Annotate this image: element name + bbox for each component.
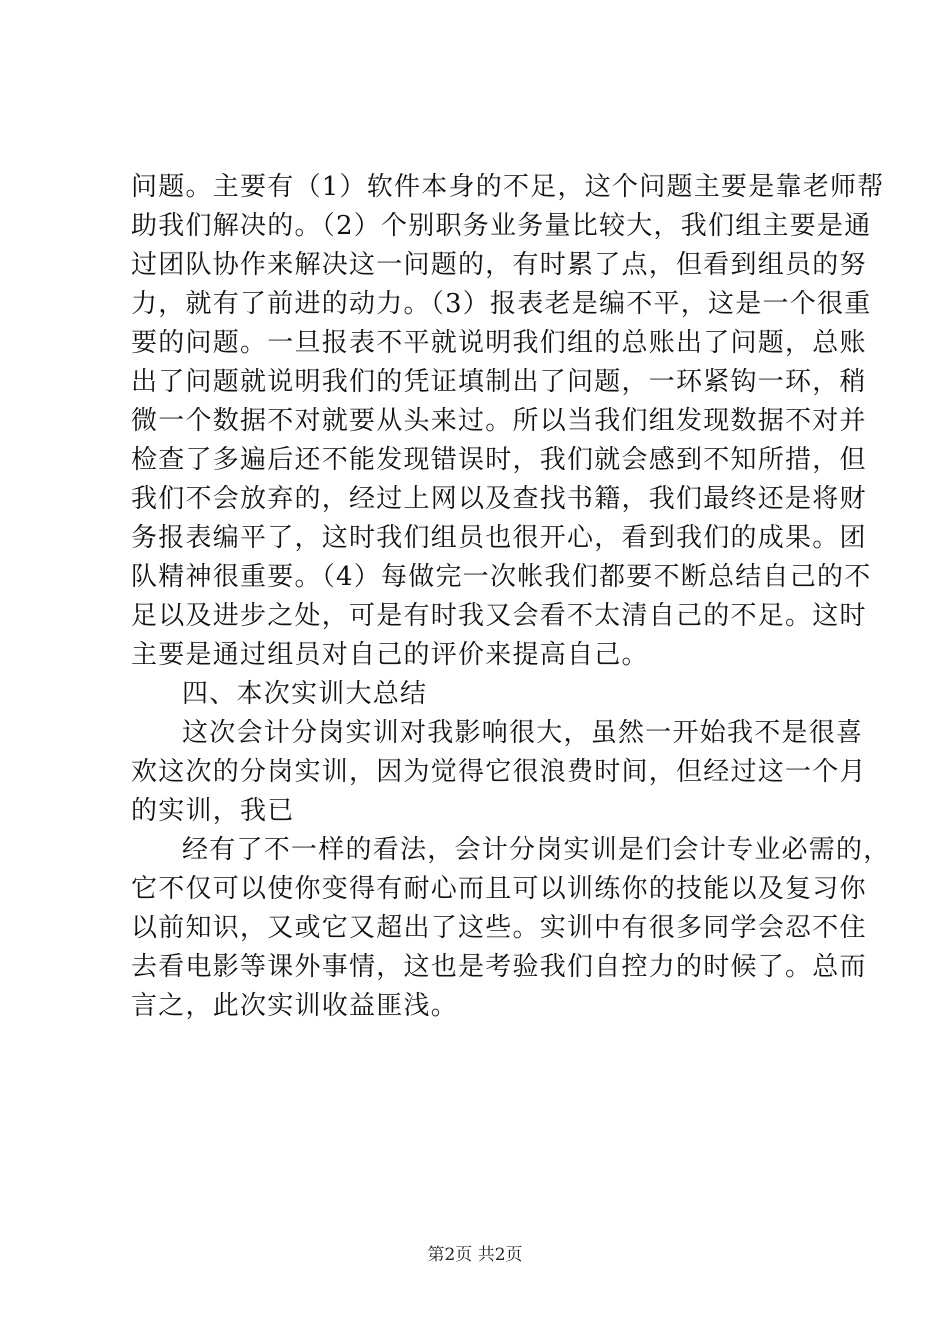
text-line: 欢这次的分岗实训，因为觉得它很浪费时间，但经过这一个月 [131, 757, 867, 787]
text-line: 以前知识，又或它又超出了这些。实训中有很多同学会忍不住 [131, 913, 867, 943]
text-line: 出了问题就说明我们的凭证填制出了问题，一环紧钩一环，稍 [131, 367, 867, 397]
text-line: 去看电影等课外事情，这也是考验我们自控力的时候了。总而 [131, 952, 867, 982]
text-line: 力，就有了前进的动力。（3）报表老是编不平，这是一个很重 [131, 289, 872, 319]
section-heading: 四、本次实训大总结 [182, 679, 428, 709]
text-line: 过团队协作来解决这一问题的，有时累了点，但看到组员的努 [131, 250, 867, 280]
text-line: 要的问题。一旦报表不平就说明我们组的总账出了问题，总账 [131, 328, 867, 358]
text-line: 主要是通过组员对自己的评价来提高自己。 [131, 640, 649, 670]
text-line: 队精神很重要。（4）每做完一次帐我们都要不断总结自己的不 [131, 562, 872, 592]
text-line: 我们不会放弃的，经过上网以及查找书籍，我们最终还是将财 [131, 484, 867, 514]
page-footer: 第2页 共2页 [427, 1245, 523, 1265]
text-line: 微一个数据不对就要从头来过。所以当我们组发现数据不对并 [131, 406, 867, 436]
text-line: 的实训，我已 [131, 796, 295, 826]
text-line: 这次会计分岗实训对我影响很大，虽然一开始我不是很喜 [182, 718, 864, 748]
text-line: 问题。主要有（1）软件本身的不足，这个问题主要是靠老师帮 [131, 172, 885, 202]
text-line: 足以及进步之处，可是有时我又会看不太清自己的不足。这时 [131, 601, 867, 631]
text-line: 检查了多遍后还不能发现错误时，我们就会感到不知所措，但 [131, 445, 867, 475]
text-line: 言之，此次实训收益匪浅。 [131, 991, 459, 1021]
text-line: 它不仅可以使你变得有耐心而且可以训练你的技能以及复习你 [131, 874, 867, 904]
text-line: 经有了不一样的看法，会计分岗实训是们会计专业必需的， [182, 835, 891, 865]
text-line: 助我们解决的。（2）个别职务业务量比较大，我们组主要是通 [131, 211, 872, 241]
text-line: 务报表编平了，这时我们组员也很开心，看到我们的成果。团 [131, 523, 867, 553]
